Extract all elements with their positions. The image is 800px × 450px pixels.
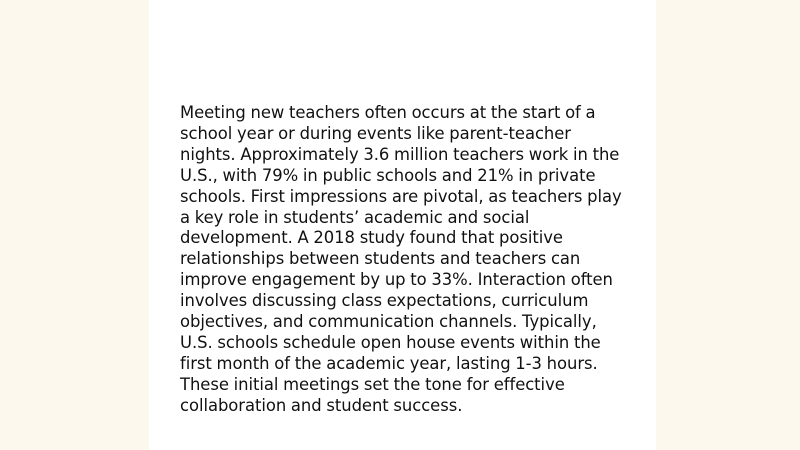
paragraph-line: schools. First impressions are pivotal, as teachers play	[180, 186, 622, 206]
document-page	[149, 0, 656, 450]
paragraph-line: Meeting new teachers often occurs at the start of a	[180, 103, 596, 122]
paragraph-line: collaboration and student success.	[180, 395, 463, 415]
paragraph-line: development. A 2018 study found that positive	[180, 228, 563, 248]
body-paragraph	[180, 103, 630, 417]
paragraph-line: These initial meetings set the tone for effective	[180, 374, 565, 394]
paragraph-line: U.S. schools schedule open house events within the	[180, 332, 601, 352]
paragraph-line: objectives, and communication channels. Typically,	[180, 312, 597, 332]
paragraph-line: improve engagement by up to 33%. Interaction often	[180, 270, 613, 290]
paragraph-line: nights. Approximately 3.6 million teachers work in the	[180, 144, 620, 164]
paragraph-line: school year or during events like parent-teacher	[180, 123, 571, 143]
paragraph-line: U.S., with 79% in public schools and 21% in private	[180, 165, 596, 185]
paragraph-line: relationships between students and teachers can	[180, 249, 581, 269]
paragraph-line: involves discussing class expectations, curriculum	[180, 291, 589, 311]
paragraph-line: a key role in students’ academic and social	[180, 207, 530, 227]
paragraph-line: first month of the academic year, lasting 1-3 hours.	[180, 353, 598, 373]
